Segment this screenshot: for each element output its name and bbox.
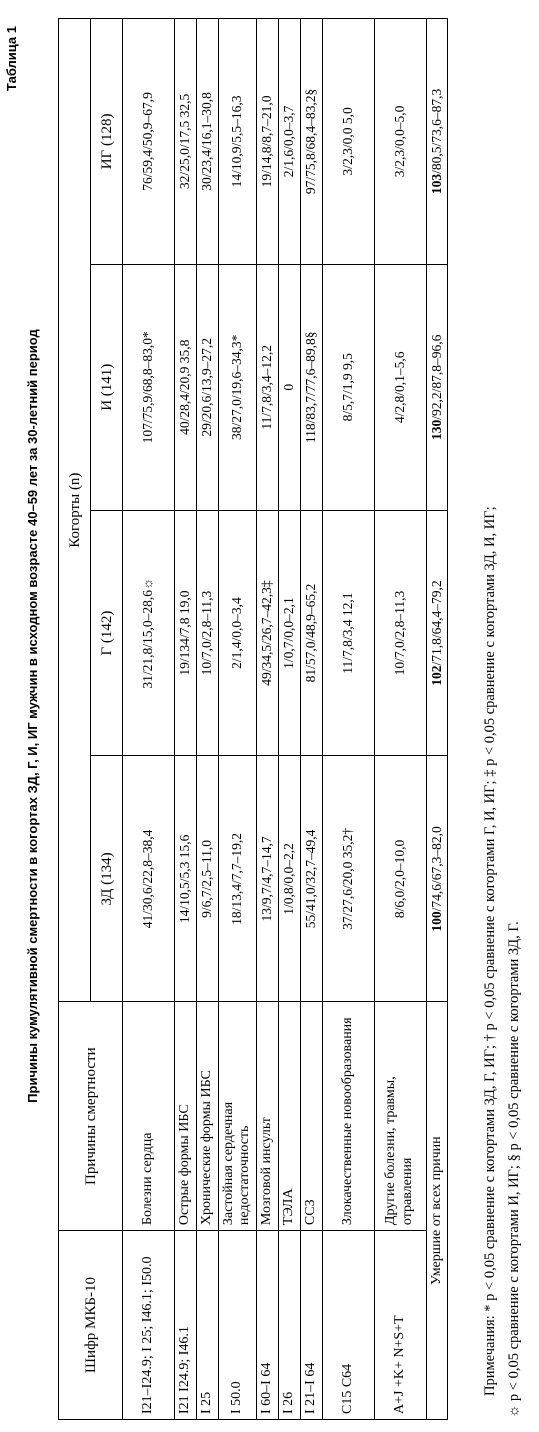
table-row (196, 19, 218, 1420)
row-cause: ССЗ (300, 1002, 322, 1231)
notes-line-1: Примечания: * р < 0,05 сравнение с когортами ЗД, Г, ИГ; † р < 0,05 сравнение с когортами Г, И, ИГ; ‡ р < 0,05 сравнение с когортами ЗД, И, ИГ; (482, 506, 498, 1396)
cell-g: 31/21,8/15,0–28,6☼ (123, 510, 175, 756)
cell-i: 11/7,8/3,4–12,2 (257, 264, 279, 510)
row-code: I 21–I 64 (300, 1231, 322, 1420)
cell-zd: 14/10,5/5,3 15,6 (175, 756, 197, 1002)
cell-i: 4/2,8/0,1–5,6 (374, 264, 426, 510)
cell-ig: 3/2,3/0,0–5,0 (374, 19, 426, 265)
header-cohorts: Когорты (n) (59, 19, 91, 1002)
cell-g: 81/57,0/48,9–65,2 (300, 510, 322, 756)
cell-g: 10/7,0/2,8–11,3 (374, 510, 426, 756)
cell-ig: 19/14,8/8,7–21,0 (257, 19, 279, 265)
total-label: Умершие от всех причин (426, 1002, 448, 1420)
cell-ig: 3/2,3/0,0 5,0 (322, 19, 374, 265)
table-row (278, 19, 300, 1420)
cell-ig: 30/23,4/16,1–30,8 (196, 19, 218, 265)
total-i (426, 264, 448, 510)
row-cause: ТЭЛА (278, 1002, 300, 1231)
table-row (218, 19, 257, 1420)
header-zd: ЗД (134) (91, 756, 123, 1002)
notes-line-2: ☼ р < 0,05 сравнение с когортами И, ИГ; § р < 0,05 сравнение с когортами ЗД, Г. (506, 921, 522, 1418)
cell-i: 107/75,9/68,8–83,0* (123, 264, 175, 510)
cell-ig: 76/59,4/50,9–67,9 (123, 19, 175, 265)
table-row (322, 19, 374, 1420)
cell-zd: 1/0,8/0,0–2,2 (278, 756, 300, 1002)
cell-g: 19/134/7,8 19,0 (175, 510, 197, 756)
row-code: A+J +K+ N+S+T (374, 1231, 426, 1420)
table-row (175, 19, 197, 1420)
cell-g: 10/7,0/2,8–11,3 (196, 510, 218, 756)
table-label: Таблица 1 (4, 26, 19, 92)
total-zd-rest: /74,6/67,3–82,0 (428, 826, 444, 912)
table-row (300, 19, 322, 1420)
cell-ig: 32/25,0/17,5 32,5 (175, 19, 197, 265)
table-notes (478, 23, 526, 1418)
cell-i: 8/5,7/1,9 9,5 (322, 264, 374, 510)
total-zd (426, 756, 448, 1002)
row-code: I 50.0 (218, 1231, 257, 1420)
row-code: I 25 (196, 1231, 218, 1420)
cell-zd: 18/13,4/7,7–19,2 (218, 756, 257, 1002)
cell-i: 118/83,7/77,6–89,8§ (300, 264, 322, 510)
cell-zd: 37/27,6/20,0 35,2† (322, 756, 374, 1002)
total-zd-count: 100 (428, 911, 444, 932)
row-code: I 60–I 64 (257, 1231, 279, 1420)
cell-i: 0 (278, 264, 300, 510)
row-cause: Застойная сердечная недостаточность (218, 1002, 257, 1231)
cell-ig: 14/10,9/5,5–16,3 (218, 19, 257, 265)
mortality-table (58, 18, 448, 1420)
total-ig-rest: /80,5/73,6–87,3 (428, 88, 444, 174)
total-row (426, 19, 448, 1420)
row-cause: Болезни сердца (123, 1002, 175, 1231)
row-cause: Хронические формы ИБС (196, 1002, 218, 1231)
table-row (257, 19, 279, 1420)
header-g: Г (142) (91, 510, 123, 756)
header-cause: Причины смертности (59, 1002, 123, 1231)
total-i-rest: /92,2/87,8–96,6 (428, 334, 444, 420)
row-code: I21 I24.9; I46.1 (175, 1231, 197, 1420)
header-i: И (141) (91, 264, 123, 510)
cell-g: 2/1,4/0,0–3,4 (218, 510, 257, 756)
table-caption: Причины кумулятивной смертности в когортах ЗД, Г, И, ИГ мужчин в исходном возрасте 40–59 лет за 30-летний период (25, 329, 40, 1103)
table-row (123, 19, 175, 1420)
cell-zd: 41/30,6/22,8–38,4 (123, 756, 175, 1002)
total-g-rest: /71,8/64,4–79,2 (428, 580, 444, 666)
cell-ig: 97/75,8/68,4–83,2§ (300, 19, 322, 265)
row-cause: Другие болезни, травмы, отравления (374, 1002, 426, 1231)
row-code: C15 C64 (322, 1231, 374, 1420)
cell-zd: 13/9,7/4,7–14,7 (257, 756, 279, 1002)
cell-g: 11/7,8/3,4 12,1 (322, 510, 374, 756)
total-ig-count: 103 (428, 173, 444, 195)
row-code: I 26 (278, 1231, 300, 1420)
header-ig: ИГ (128) (91, 19, 123, 265)
total-g (426, 510, 448, 756)
row-cause: Мозговой инсульт (257, 1002, 279, 1231)
cell-ig: 2/1,6/0,0–3,7 (278, 19, 300, 265)
cell-i: 40/28,4/20,9 35,8 (175, 264, 197, 510)
total-i-count: 130 (428, 419, 444, 440)
cell-zd: 55/41,0/32,7–49,4 (300, 756, 322, 1002)
cell-zd: 9/6,7/2,5–11,0 (196, 756, 218, 1002)
cell-i: 38/27,0/19,6–34,3* (218, 264, 257, 510)
header-code: Шифр МКБ-10 (59, 1231, 123, 1420)
cell-zd: 8/6,0/2,0–10,0 (374, 756, 426, 1002)
cell-g: 49/34,5/26,7–42,3‡ (257, 510, 279, 756)
row-cause: Злокачественные новообразования (322, 1002, 374, 1231)
cell-g: 1/0,7/0,0–2,1 (278, 510, 300, 756)
total-g-count: 102 (428, 665, 444, 686)
table-row (374, 19, 426, 1420)
row-cause: Острые формы ИБС (175, 1002, 197, 1231)
total-ig (426, 19, 448, 265)
cell-i: 29/20,6/13,9–27,2 (196, 264, 218, 510)
row-code: I21–I24.9; I 25; I46.1; I50.0 (123, 1231, 175, 1420)
